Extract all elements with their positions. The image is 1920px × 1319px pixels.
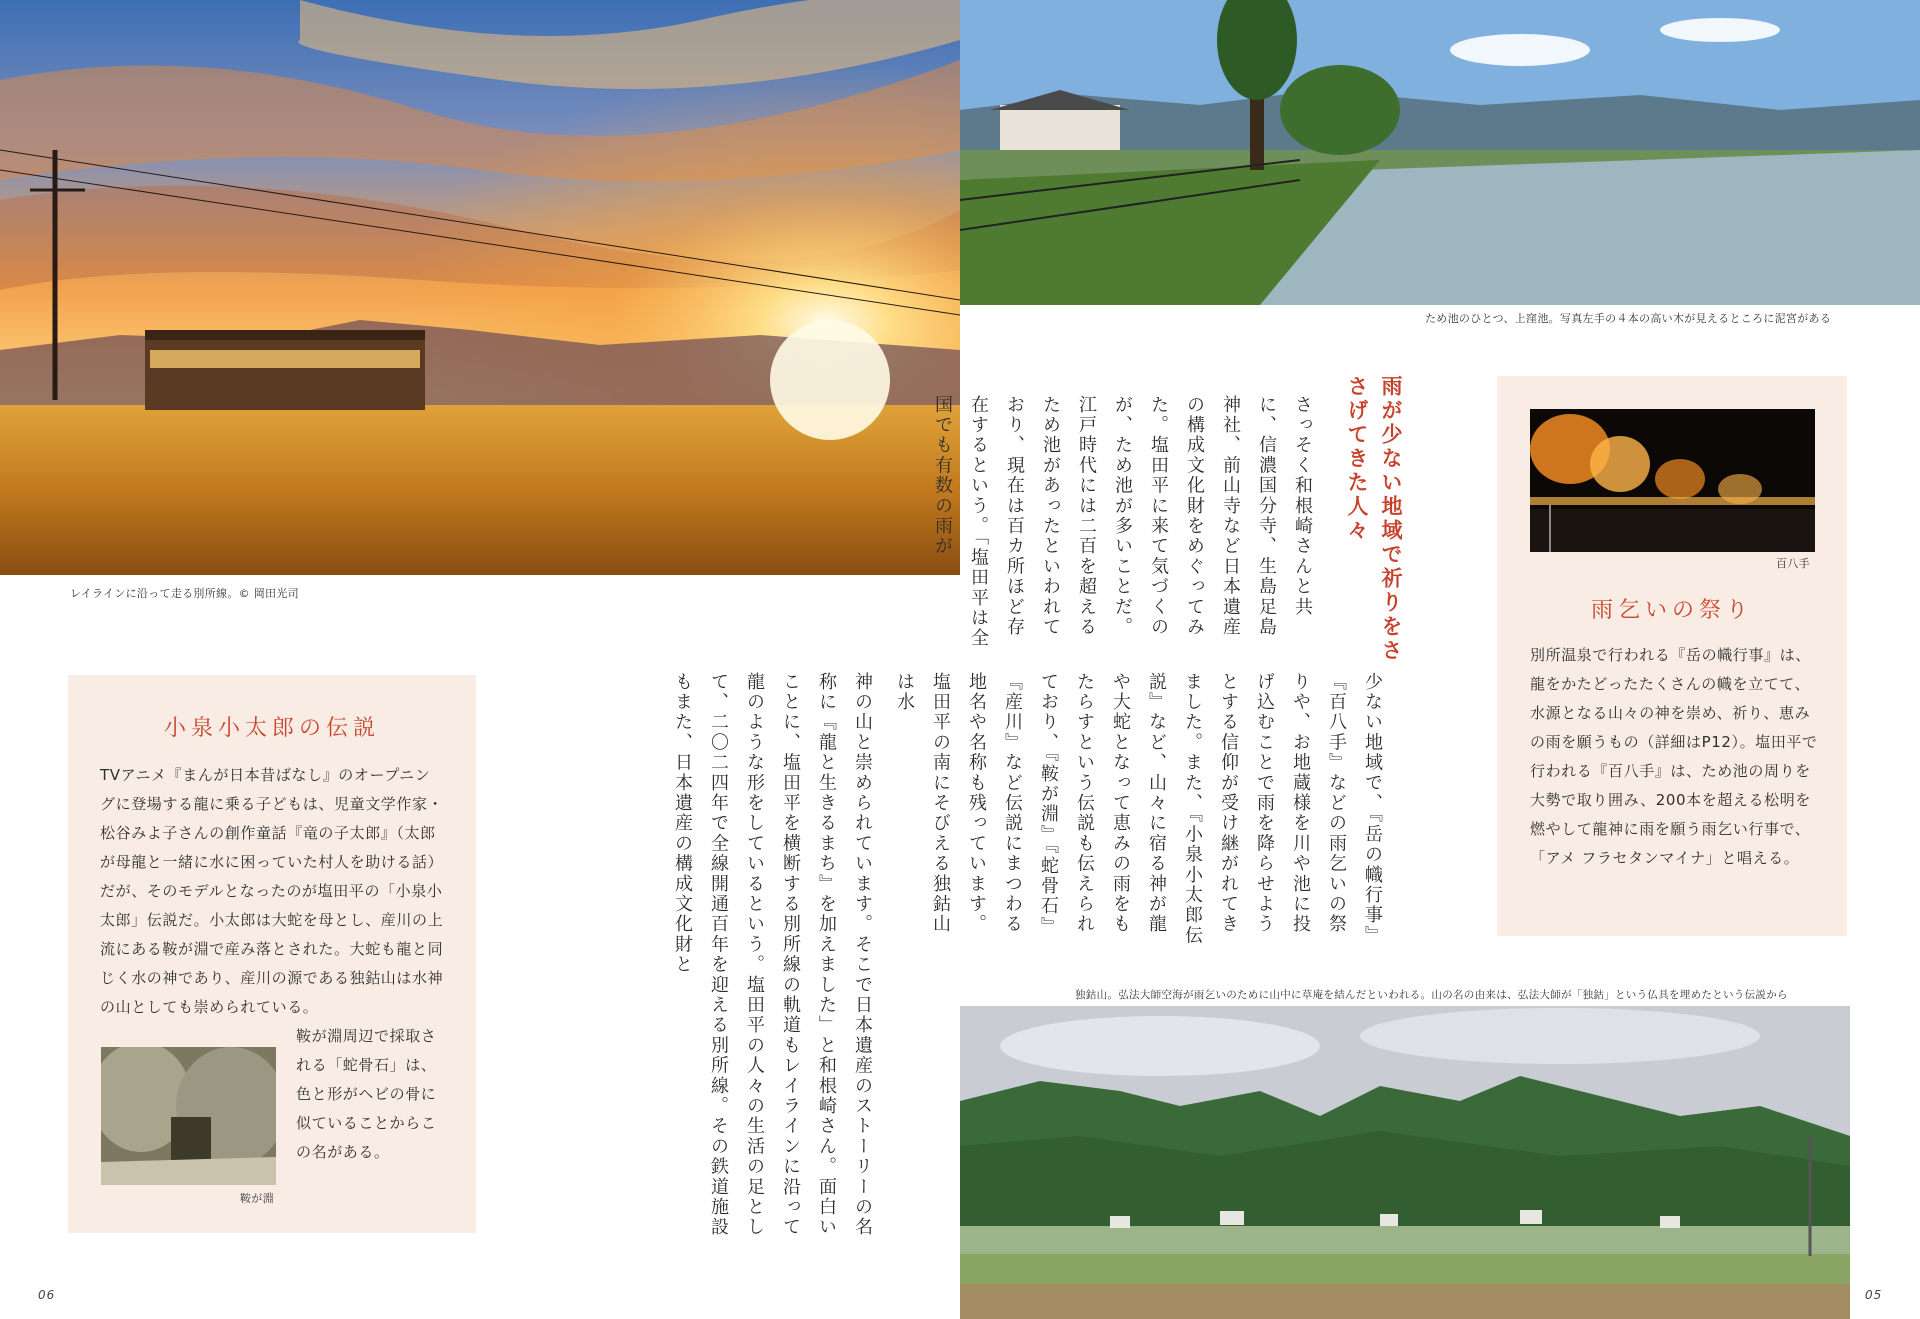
pond-photo [960,0,1920,305]
hyakuhatte-photo [1530,409,1815,552]
ritual-box-text: 別所温泉で行われる『岳の幟行事』は、龍をかたどったたくさんの幟を立てて、水源となる山々の神を崇め、祈り、恵みの雨を願うもの（詳細はP12）。塩田平で行われる『百八手』は、ため池の周りを大勢で取り囲み、200本を超える松明を燃やして龍神に雨を願う雨乞い行事で、「アメ フラセタンマイナ」と唱える。 [1530,646,1818,867]
sunset-photo-caption: レイラインに沿って走る別所線。© 岡田光司 [70,587,299,600]
mountain-photo-caption: 独鈷山。弘法大師空海が雨乞いのために山中に草庵を結んだといわれる。山の名の由来は、弘法大師が「独鈷」という仏具を埋めたという伝説から [1075,989,1788,1001]
sunset-train-photo [0,0,960,575]
hyakuhatte-caption: 百八手 [1776,557,1810,570]
mountain-photo [960,1006,1850,1319]
kotaro-legend-box [68,675,476,1233]
page-number-right: 05 [1865,1288,1883,1302]
section-heading: 雨が少ない地域で祈りをささげてきた人々 [1345,375,1404,663]
page-number-left: 06 [38,1288,56,1302]
left-column-top: 神の山と崇められています。そこで日本遺産のストーリーの名称に『龍と生きるまち』を加えました」と和根崎さん。面白いことに、塩田平を横断する別所線の軌道もレイラインに沿って龍のような形をしているという。塩田平の人々の生活の足として、二〇二四年で全線開通百年を迎える別所線。その鉄道施設もまた、日本遺産の構成文化財と [672,672,873,1238]
ritual-box-title: 雨乞いの祭り [1590,598,1753,623]
right-column-bottom: 少ない地域で、『岳の幟行事』『百八手』などの雨乞いの祭りや、お地蔵様を川や池に投げ込むことで雨を降らせようとする信仰が受け継がれてきました。また、『小泉小太郎伝説』など、山々に宿る神が龍や大蛇となって恵みの雨をもたらすという伝説も伝えられており、『鞍が淵』『蛇骨石』『産川』など伝説にまつわる地名や名称も残っています。塩田平の南にそびえる独鈷山は水 [894,672,1383,946]
jakotsuseki-text: 鞍が淵周辺で採取される「蛇骨石」は、色と形がヘビの骨に似ていることからこの名がある。 [296,1027,437,1161]
pond-photo-caption: ため池のひとつ、上窪池。写真左手の４本の高い木が見えるところに泥宮がある [1425,312,1832,325]
right-column-top: さっそく和根崎さんと共に、信濃国分寺、生島足島神社、前山寺など日本遺産の構成文化財をめぐってみた。塩田平に来て気づくのが、ため池が多いことだ。江戸時代には二百を超えるため池があったといわれており、現在は百カ所ほど存在するという。「塩田平は全国でも有数の雨が [932,395,1313,649]
kuragafuchi-photo [101,1047,276,1185]
kotaro-legend-title: 小泉小太郎の伝説 [163,716,380,741]
kuragafuchi-caption: 鞍が淵 [240,1192,274,1205]
kotaro-legend-text: TVアニメ『まんが日本昔ばなし』のオープニングに登場する龍に乗る子どもは、児童文学作家・松谷みよ子さんの創作童話『竜の子太郎』（太郎が母龍と一緒に水に困っていた村人を助ける話）だが、そのモデルとなったのが塩田平の「小泉小太郎」伝説だ。小太郎は大蛇を母とし、産川の上流にある鞍が淵で産み落とされた。大蛇も龍と同じく水の神であり、産川の源である独鈷山は水神の山としても崇められている。 [100,766,444,1016]
ritual-box [1497,376,1847,936]
